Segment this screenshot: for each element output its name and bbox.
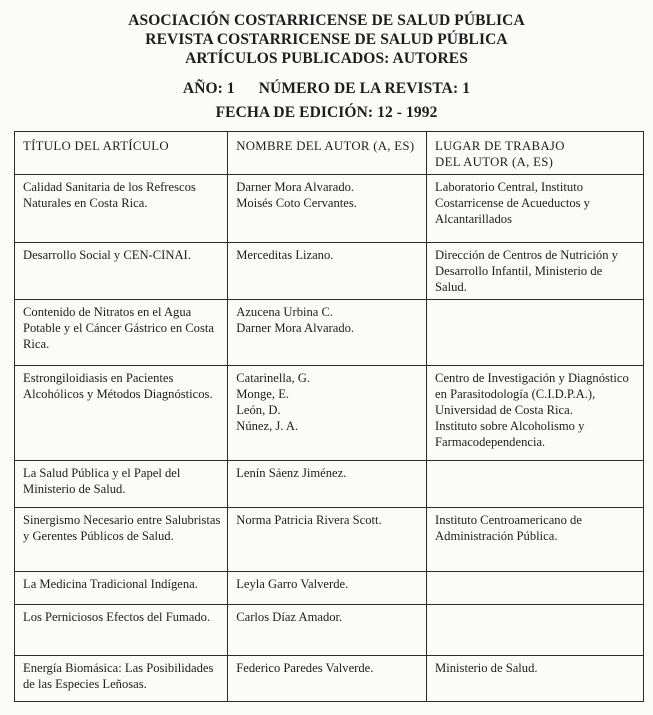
association-name: ASOCIACIÓN COSTARRICENSE DE SALUD PÚBLICA: [128, 12, 525, 29]
edition-date: FECHA DE EDICIÓN: 12 - 1992: [215, 104, 438, 121]
author-name: Norma Patricia Rivera Scott.: [236, 513, 382, 527]
author-workplace: [427, 300, 644, 366]
table-row: [15, 656, 644, 702]
author-name: Darner Mora Alvarado.: [236, 180, 355, 194]
author-name: Leyla Garro Valverde.: [236, 577, 349, 591]
author-names: [228, 461, 427, 508]
table-row: [15, 175, 644, 243]
author-workplace: [427, 572, 644, 605]
author-names: [228, 243, 427, 300]
issue-number-label: NÚMERO DE LA REVISTA: 1: [258, 80, 471, 97]
workplace-entry: Ministerio de Salud.: [435, 661, 538, 675]
table-body: [15, 175, 644, 702]
table-row: [15, 605, 644, 656]
author-name: Darner Mora Alvarado.: [236, 321, 355, 335]
workplace-header-line2: DEL AUTOR (A, ES): [435, 155, 554, 169]
workplace-entry: Instituto sobre Alcoholismo y Farmacodependencia.: [435, 419, 585, 449]
table-row: [15, 461, 644, 508]
article-title: Estrongiloidiasis en Pacientes Alcohólicos y Métodos Diagnósticos.: [15, 366, 228, 461]
author-name: Merceditas Lizano.: [236, 248, 334, 262]
author-name: Azucena Urbina C.: [236, 305, 334, 319]
workplace-header-line1: LUGAR DE TRABAJO: [435, 139, 565, 153]
author-workplace: [427, 243, 644, 300]
article-title: La Salud Pública y el Papel del Ministerio de Salud.: [15, 461, 228, 508]
table-header-row: [15, 132, 644, 175]
table-row: [15, 508, 644, 572]
article-title: Desarrollo Social y CEN-CINAI.: [15, 243, 228, 300]
author-name: Moisés Coto Cervantes.: [236, 196, 357, 210]
workplace-entry: Instituto Centroamericano de Administración Pública.: [435, 513, 582, 543]
table-row: [15, 300, 644, 366]
author-names: [228, 508, 427, 572]
document-title: ARTÍCULOS PUBLICADOS: AUTORES: [185, 50, 468, 67]
author-names: [228, 605, 427, 656]
workplace-entry: Centro de Investigación y Diagnóstico en Parasitodología (C.I.D.P.A.), Universidad de Costa Rica.: [435, 371, 629, 417]
author-name: Lenín Sáenz Jiménez.: [236, 466, 347, 480]
article-title: Calidad Sanitaria de los Refrescos Naturales en Costa Rica.: [15, 175, 228, 243]
author-workplace: [427, 508, 644, 572]
article-title: Energía Biomásica: Las Posibilidades de las Especies Leñosas.: [15, 656, 228, 702]
author-names: [228, 300, 427, 366]
author-names: [228, 175, 427, 243]
author-names: [228, 366, 427, 461]
column-header-workplace: [427, 132, 644, 175]
author-workplace: [427, 461, 644, 508]
column-header-title: TÍTULO DEL ARTÍCULO: [15, 132, 228, 175]
journal-name: REVISTA COSTARRICENSE DE SALUD PÚBLICA: [145, 31, 508, 48]
author-names: [228, 656, 427, 702]
year-label: AÑO: 1: [182, 80, 235, 97]
article-title: La Medicina Tradicional Indígena.: [15, 572, 228, 605]
article-title: Los Perniciosos Efectos del Fumado.: [15, 605, 228, 656]
author-name: Núnez, J. A.: [236, 419, 299, 433]
table-row: [15, 572, 644, 605]
author-workplace: [427, 366, 644, 461]
author-workplace: [427, 175, 644, 243]
issue-info: [0, 80, 653, 98]
workplace-entry: Dirección de Centros de Nutrición y Desarrollo Infantil, Ministerio de Salud.: [435, 248, 618, 294]
column-header-author: NOMBRE DEL AUTOR (A, ES): [228, 132, 427, 175]
article-title: Sinergismo Necesario entre Salubristas y Gerentes Públicos de Salud.: [15, 508, 228, 572]
author-workplace: [427, 605, 644, 656]
author-name: Catarinella, G.: [236, 371, 311, 385]
article-title: Contenido de Nitratos en el Agua Potable y el Cáncer Gástrico en Costa Rica.: [15, 300, 228, 366]
author-name: Carlos Díaz Amador.: [236, 610, 343, 624]
author-name: Federico Paredes Valverde.: [236, 661, 374, 675]
articles-table: [14, 131, 644, 702]
author-workplace: [427, 656, 644, 702]
author-names: [228, 572, 427, 605]
table-row: [15, 366, 644, 461]
author-name: Monge, E.: [236, 387, 290, 401]
author-name: León, D.: [236, 403, 281, 417]
workplace-entry: Laboratorio Central, Instituto Costarricense de Acueductos y Alcantarillados: [435, 180, 590, 226]
table-row: [15, 243, 644, 300]
